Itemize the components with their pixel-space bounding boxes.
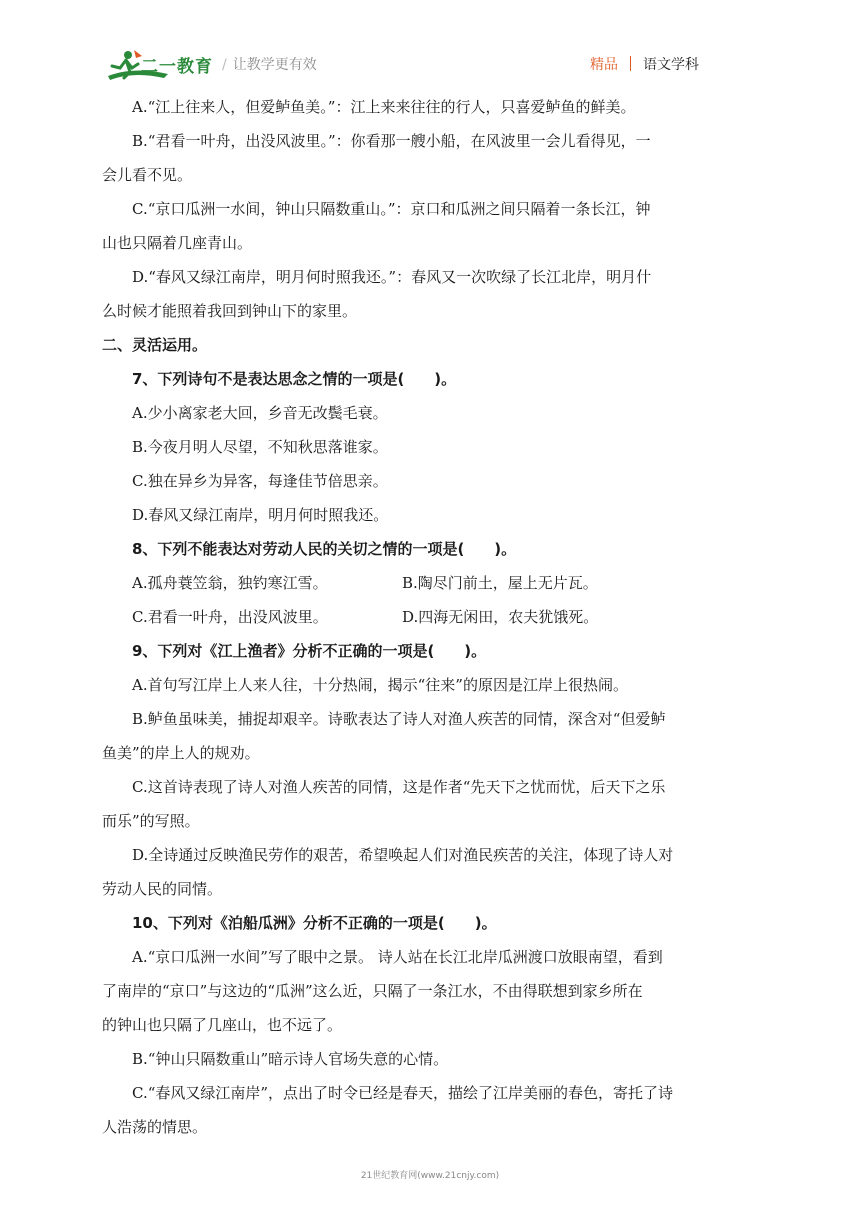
quality-label: 精品: [590, 57, 618, 73]
option-line: A.首句写江岸上人来人往，十分热闹，揭示“往来”的原因是江岸上很热闹。: [132, 676, 628, 694]
option-line: D.四海无闲田，农夫犹饿死。: [402, 608, 599, 626]
text-line: B.“君看一叶舟，出没风波里。”：你看那一艘小船，在风波里一会儿看得见，一: [132, 132, 651, 150]
text-line: 劳动人民的同情。: [102, 880, 223, 898]
text-line: 的钟山也只隔了几座山，也不远了。: [102, 1016, 343, 1034]
slogan-text: 让教学更有效: [232, 57, 317, 73]
option-row: [102, 566, 762, 600]
option-line: C.独在异乡为异客，每逢佳节倍思亲。: [132, 472, 388, 490]
option-line: C.君看一叶舟，出没风波里。: [132, 608, 328, 626]
text-line: 么时候才能照着我回到钟山下的家里。: [102, 302, 358, 320]
text-line: 了南岸的“京口”与这边的“瓜洲”这么近，只隔了一条江水，不由得联想到家乡所在: [102, 982, 643, 1000]
text-line: 山也只隔着几座青山。: [102, 234, 253, 252]
slogan: / 让教学更有效: [222, 57, 317, 73]
subject-badge: [590, 54, 699, 74]
option-line: B.“钟山只隔数重山”暗示诗人官场失意的心情。: [132, 1050, 449, 1068]
logo-text: 二一教育: [141, 57, 213, 77]
page-footer: 21世纪教育网(www.21cnjy.com): [360, 1171, 500, 1181]
option-line: C.这首诗表现了诗人对渔人疾苦的同情，这是作者“先天下之忧而忧，后天下之乐: [132, 778, 666, 796]
question-7: 7、下列诗句不是表达思念之情的一项是( )。: [132, 370, 457, 388]
text-line: 人浩荡的情思。: [102, 1118, 208, 1136]
text-line: C.“京口瓜洲一水间，钟山只隔数重山。”：京口和瓜洲之间只隔着一条长江，钟: [132, 200, 651, 218]
option-line: A.少小离家老大回，乡音无改鬓毛衰。: [132, 404, 388, 422]
question-10: 10、下列对《泊船瓜洲》分析不正确的一项是( )。: [132, 914, 497, 932]
question-9: 9、下列对《江上渔者》分析不正确的一项是( )。: [132, 642, 487, 660]
text-line: D.“春风又绿江南岸，明月何时照我还。”：春风又一次吹绿了长江北岸，明月什: [132, 268, 652, 286]
document-body: [102, 90, 762, 1144]
text-line: 鱼美”的岸上人的规劝。: [102, 744, 260, 762]
option-line: B.陶尽门前土，屋上无片瓦。: [402, 574, 598, 592]
option-line: A.孤舟蓑笠翁，独钓寒江雪。: [132, 574, 328, 592]
badge-divider: [630, 56, 631, 71]
page-header: [0, 0, 860, 90]
section-heading: 二、灵活运用。: [102, 336, 208, 354]
text-line: A.“江上往来人，但爱鲈鱼美。”：江上来来往往的行人，只喜爱鲈鱼的鲜美。: [132, 98, 636, 116]
option-line: B.鲈鱼虽味美，捕捉却艰辛。诗歌表达了诗人对渔人疾苦的同情，深含对“但爱鲈: [132, 710, 666, 728]
option-line: D.春风又绿江南岸，明月何时照我还。: [132, 506, 389, 524]
question-8: 8、下列不能表达对劳动人民的关切之情的一项是( )。: [132, 540, 517, 558]
text-line: 会儿看不见。: [102, 166, 193, 184]
option-row: [102, 600, 762, 634]
option-line: D.全诗通过反映渔民劳作的艰苦，希望唤起人们对渔民疾苦的关注，体现了诗人对: [132, 846, 674, 864]
text-line: 而乐”的写照。: [102, 812, 200, 830]
option-line: A.“京口瓜洲一水间”写了眼中之景。 诗人站在长江北岸瓜洲渡口放眼南望，看到: [132, 948, 663, 966]
option-line: B.今夜月明人尽望，不知秋思落谁家。: [132, 438, 388, 456]
option-line: C.“春风又绿江南岸”，点出了时令已经是春天，描绘了江岸美丽的春色，寄托了诗: [132, 1084, 674, 1102]
subject-label: 语文学科: [643, 57, 699, 73]
